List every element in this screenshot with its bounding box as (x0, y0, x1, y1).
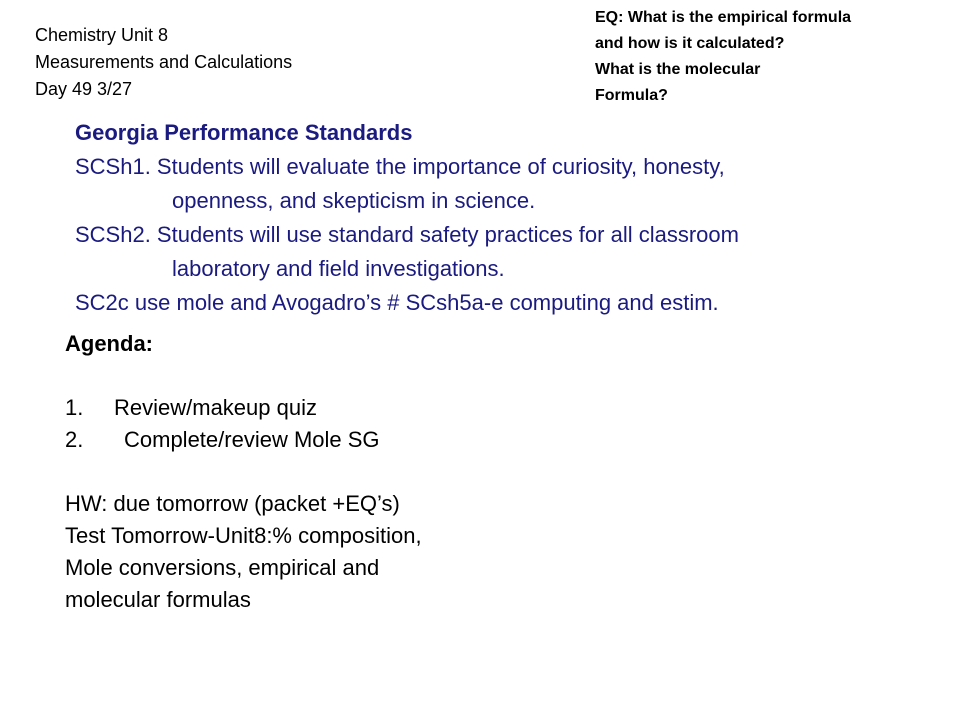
eq-line-2: and how is it calculated? (595, 35, 785, 52)
unit-topic: Measurements and Calculations (35, 52, 293, 72)
standard-scsh1: SCSh1. Students will evaluate the importance of curiosity, honesty, (75, 154, 725, 179)
agenda-spacer (65, 456, 585, 488)
test-line: Test Tomorrow-Unit8:% composition, (65, 523, 422, 548)
standard-sc2c: SC2c use mole and Avogadro’s # SCsh5a-e computing and estim. (75, 290, 719, 315)
standard-scsh1-cont: openness, and skepticism in science. (172, 188, 536, 213)
agenda-item (65, 424, 585, 456)
agenda-item-number: 1. (65, 395, 84, 420)
standards-title: Georgia Performance Standards (75, 120, 413, 145)
essential-question (595, 5, 960, 109)
eq-line-4: Formula? (595, 87, 668, 104)
standard-scsh2-cont: laboratory and field investigations. (172, 256, 505, 281)
performance-standards (75, 116, 955, 320)
agenda-title: Agenda: (65, 331, 153, 356)
agenda-spacer (65, 360, 585, 392)
eq-line-3: What is the molecular (595, 61, 761, 78)
test-line-cont: Mole conversions, empirical and (65, 555, 380, 580)
agenda-section (65, 328, 585, 616)
course-header (35, 22, 292, 103)
agenda-item-text: Complete/review Mole SG (124, 427, 380, 452)
eq-line-1: EQ: What is the empirical formula (595, 9, 852, 26)
standard-scsh2: SCSh2. Students will use standard safety practices for all classroom (75, 222, 739, 247)
day-date: Day 49 3/27 (35, 79, 133, 99)
agenda-item (65, 392, 585, 424)
course-title: Chemistry Unit 8 (35, 25, 169, 45)
agenda-item-text: Review/makeup quiz (114, 395, 317, 420)
homework-line: HW: due tomorrow (packet +EQ’s) (65, 491, 400, 516)
test-line-cont: molecular formulas (65, 587, 251, 612)
agenda-item-number: 2. (65, 427, 84, 452)
